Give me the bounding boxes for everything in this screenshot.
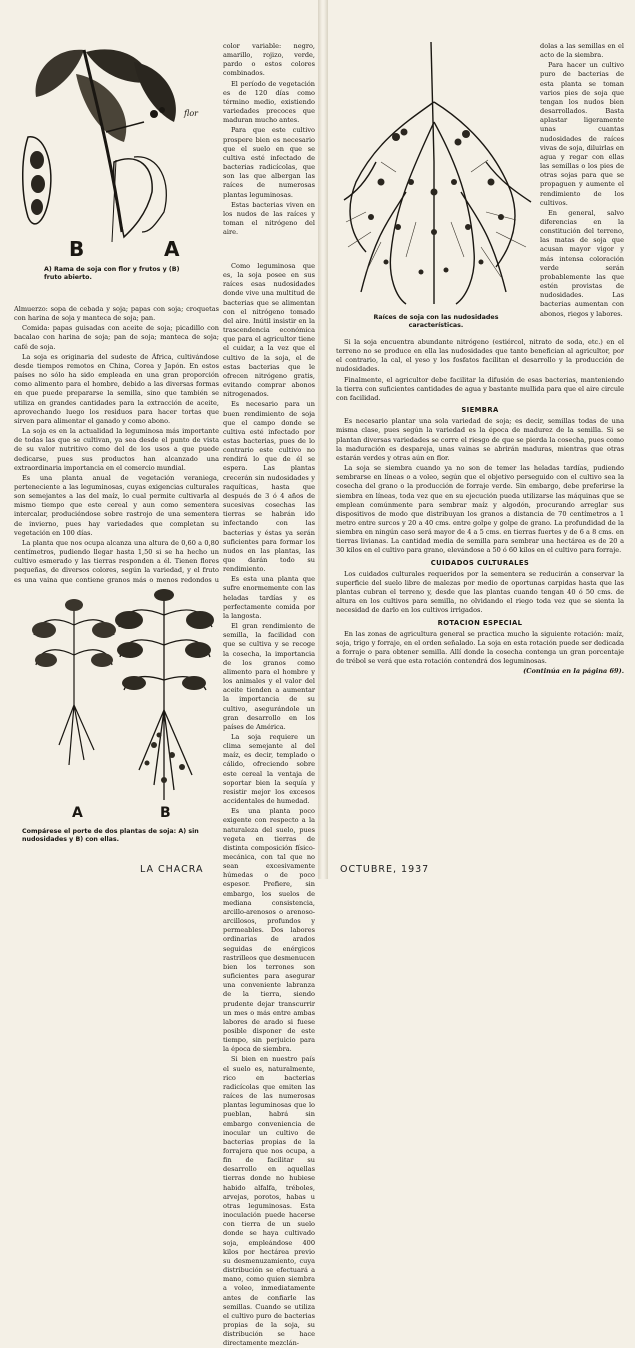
paragraph: color variable: negro, amarillo, rojizo, verde, pardo o estos colores combinados.	[223, 42, 315, 78]
page-gutter	[318, 0, 328, 879]
paragraph: La soja se siembra cuando ya no son de temer las heladas tardías, pudiendo sembrarse en líneas o a voleo, según que el objetivo perseguido con el cultivo sea la cosecha del grano o la producción de forraje verde. Sin embargo, debe preferirse la siembra en líneas, toda vez que en su ejecución pueda utilizarse las máquinas que se emplean comúnmente para sembrar maíz y algodón, procurando arreglar sus dispositivos de modo que distribuyan los granos a distancia de 70 centímetros a 1 metro entre surcos y 20 a 40 cms. entre golpe y golpe de grano. La profundidad de la siembra en ningún caso será mayor de 4 a 5 cms. en tierras fuertes y de 6 a 8 cms. en tierras livianas. La cantidad media de semilla para sembrar una hectárea es de 20 a 30 kilos en el cultivo para grano, elevándose a 50 ó 60 kilos en el cultivo para forraje.	[336, 464, 624, 555]
figure2-caption: Compárese el porte de dos plantas de soja: A) sin nudosidades y B) con ellas.	[22, 828, 199, 843]
heading-cuidados: CUIDADOS CULTURALES	[430, 558, 530, 567]
paragraph: La soja es en la actualidad la leguminosa más importante de todas las que se cultivan, ya sea desde el punto de vista de su valor nutritivo como del de los usos a que puede dedicarse, pues sus productos han alcanzado una extraordinaria importancia en el comercio mundial.	[14, 427, 219, 472]
figure3-caption: Raíces de soja con las nudosidades características.	[373, 314, 499, 329]
paragraph: Es una planta poco exigente con respecto a la naturaleza del suelo, pues vegeta en tierras de distinta composición físico-mecánica, con tal que no sean excesivamente húmedas o de poco espesor. Prefiere, sin embargo, los suelos de mediana consistencia, arcillo-arenosos o arenoso-arcillosos, profundos y permeables. Dos labores ordinarias de arados seguidas de enérgicos rastrilleos que desmenucen bien los terrones son suficientes para asegurar una conveniente labranza de la tierra, siendo prudente dejar transcurrir un mes o más entre ambas labores de arado si fuese posible disponer de este tiempo, sin perjuicio para la época de siembra.	[223, 807, 315, 1054]
paragraph: Para que este cultivo prospere bien es necesario que el suelo en que se cultiva esté infectado de bacterias radicícolas, que son las que albergan las raíces de numerosas plantas leguminosas.	[223, 126, 315, 199]
figure1-caption: A) Rama de soja con flor y frutos y (B) fruto abierto.	[44, 266, 180, 281]
column-3-bottom	[336, 338, 624, 858]
label-a: A	[164, 237, 180, 261]
paragraph: La planta que nos ocupa alcanza una altura de 0,60 a 0,80 centímetros, pudiendo llegar hasta 1,50 si se ha hecho un cultivo esmerado y las tierras responden a él. Tienen flores pequeñas, de diversos colores, según la variedad, y el fruto es una vaina que contiene granos más o menos redondos u	[14, 538, 219, 584]
paragraph: Es esta una planta que sufre enormemente con las heladas tardías y es perfectamente comida por la langosta.	[223, 575, 315, 620]
paragraph: Como leguminosa que es, la soja posee en sus raíces esas nudosidades donde vive una multitud de bacterias que se alimentan con el nitrógeno tomado del aire. Inútil insistir en la trascendencia económica que para el agricultor tiene el cuidar, a la vez que el cultivo de la soja, el de estas bacterias que le ofrecen nitrógeno gratis, evitando comprar abonos nitrogenados.	[223, 262, 315, 399]
paragraph: Estas bacterias viven en los nudos de las raíces y toman el nitrógeno del aire.	[223, 200, 315, 237]
plants-comparison-illustration	[14, 585, 219, 825]
column-2-bottom	[223, 262, 315, 1348]
paragraph: El gran rendimiento de semilla, la facilidad con que se cultiva y se recoge la cosecha, la importancia de los granos como alimento para el hombre y los animales y el valor del aceite tienden a aumentar la importancia de su cultivo, asegurándole un gran desarrollo en los países de América.	[223, 622, 315, 731]
paragraph: Almuerzo: sopa de cebada y soja; papas con soja; croquetas con harina de soja y manteca de soja; pan.	[14, 305, 219, 323]
paragraph: Finalmente, el agricultor debe facilitar la difusión de esas bacterias, manteniendo la tierra con suficientes cantidades de agua y bastante mullida para que el aire circule con facilidad.	[336, 375, 625, 402]
paragraph: La soja es originaria del sudeste de África, cultivándose desde tiempos remotos en China, Corea y Japón. En estos países no sólo ha sido empleada en una gran proporción como alimento para el hombre, debido a las diversas formas en que puede prepararse la semilla, sino que también se utiliza en grandes cantidades para la extracción de aceite, aprovechando luego los residuos para hacer tortas que sirven para alimentar el ganado y como abono.	[14, 352, 219, 425]
paragraph: Si bien en nuestro país el suelo es, naturalmente, rico en bacterias radicícolas que emiten las raíces de las numerosas plantas leguminosas que lo pueblan, habrá sin embargo conveniencia de inocular un cultivo de bacterias propias de la forrajera que nos ocupa, a fin de facilitar su desarrollo en aquellas tierras donde no hubiese habido alfalfa, tréboles, arvejas, porotos, habas u otras leguminosas. Esta inoculación puede hacerse con tierra de un suelo donde se haya cultivado soja, empleándose 400 kilos por hectárea previo su desmenuzamiento, cuya distribución se efectuará a mano, como quien siembra a voleo, inmediatamente antes de confiarle las semillas. Cuando se utiliza el cultivo puro de bacterias propias de la soja, su distribución se hace directamente mezclán-	[223, 1055, 315, 1348]
footer-date: OCTUBRE, 1937	[340, 864, 430, 875]
paragraph: Es necesario para un buen rendimiento de soja que el campo donde se cultiva esté infectado por estas bacterias, pues de lo contrario este cultivo no rendirá lo que de él se espera. Las plantas crecerán sin nudosidades y raquíticas, hasta que después de 3 ó 4 años de sucesivas cosechas las tierras se habrán ido infectando con las bacterias y éstas ya serán suficientes para formar los nudos en las plantas, las que darán todo su rendimiento.	[223, 400, 315, 574]
roots-illustration	[336, 42, 536, 310]
footer-magazine-name: LA CHACRA	[140, 864, 204, 875]
figure-roots	[336, 42, 536, 332]
heading-siembra: SIEMBRA	[461, 406, 499, 415]
label-b: B	[160, 805, 171, 821]
figure-soy-branch	[14, 42, 219, 304]
paragraph: Los cuidados culturales requeridos por la sementera se reducirán a conservar la superficie del suelo libre de malezas por medio de oportunas carpidas hasta que las plantas cubran el terreno y, desde que las plantas cuando tengan 40 ó 50 cms. de altura en los cultivos para semilla, no olvidando el riego toda vez que se sienta la necesidad de darlo en los cultivos irrigados.	[336, 569, 624, 615]
paragraph: Si la soja encuentra abundante nitrógeno (estiércol, nitrato de soda, etc.) en el terreno no se produce en ella las nudosidades que tanto benefician al agricultor, por el contrario, la cal, el yeso y los fosfatos facilitan el desarrollo y la producción de nudosidades.	[336, 338, 624, 374]
paragraph: La soja requiere un clima semejante al del maíz, es decir, templado o cálido, ofreciendo sobre este cereal la ventaja de soportar bien la sequía y resistir mejor los excesos accidentales de humedad.	[223, 732, 315, 806]
paragraph: Comida: papas guisadas con aceite de soja; picadillo con bacalao con harina de soja; pan de soja; manteca de soja; café de soja.	[14, 324, 219, 351]
column-2-top	[223, 42, 315, 262]
paragraph: El período de vegetación es de 120 días como término medio, existiendo variedades precoces que maduran mucho antes.	[223, 79, 315, 125]
figure-plants-comparison	[14, 585, 219, 853]
soy-branch-illustration	[14, 42, 219, 262]
paragraph: En las zonas de agricultura general se practica mucho la siguiente rotación: maíz, soja, trigo y forraje, en el orden señalado. La soja en esta rotación puede ser dedicada a forraje o para obtener semilla. Allí donde la cosecha contenga un gran porcentaje de trébol se verá que esta rotación contendrá dos leguminosas.	[336, 629, 624, 666]
paragraph: Es necesario plantar una sola variedad de soja; es decir, semillas todas de una misma clase, pues según la variedad es la época de madurez de la semilla. Si se plantan diversas variedades se corre el riesgo de que se pierda la cosecha, pues como la maduración es despareja, unas vainas se abrirán maduras, mientras que otras estarán verdes y otras aún en flor.	[336, 417, 624, 462]
column-1	[14, 305, 219, 584]
column-3-top	[540, 42, 624, 338]
label-b: B	[69, 237, 85, 261]
paragraph: En general, salvo diferencias en la constitución del terreno, las matas de soja que acusan mayor vigor y más intensa coloración verde serán probablemente las que estén provistas de nudosidades. Las bacterias aumentan con abonos, riegos y labores.	[540, 208, 624, 318]
paragraph: dolas a las semillas en el acto de la siembra.	[540, 42, 624, 60]
label-flor: flor	[184, 109, 198, 118]
paragraph: Para hacer un cultivo puro de bacterias de esta planta se toman varios pies de soja que tengan los nudos bien desarrollados. Basta aplastar ligeramente unas cuantas nudosidades de raíces vivas de soja, diluirlas en agua y regar con ellas las semillas o los pies de otras sojas para que se propaguen y aumente el rendimiento de los cultivos.	[540, 61, 624, 207]
label-a: A	[72, 805, 83, 821]
continued-note: (Continúa en la página 69).	[523, 667, 624, 676]
heading-rotacion: ROTACION ESPECIAL	[437, 618, 523, 627]
paragraph: Es una planta anual de vegetación veraniega, perteneciente a las leguminosas, cuyas exigencias culturales son semejantes a las del maíz, lo cual permite cultivarla al mismo tiempo que este cereal y aun como sementera intercalar, produciéndose sobre rastrojo de una sementera de invierno, pues hay variedades que completan su vegetación en 100 días.	[14, 473, 219, 537]
